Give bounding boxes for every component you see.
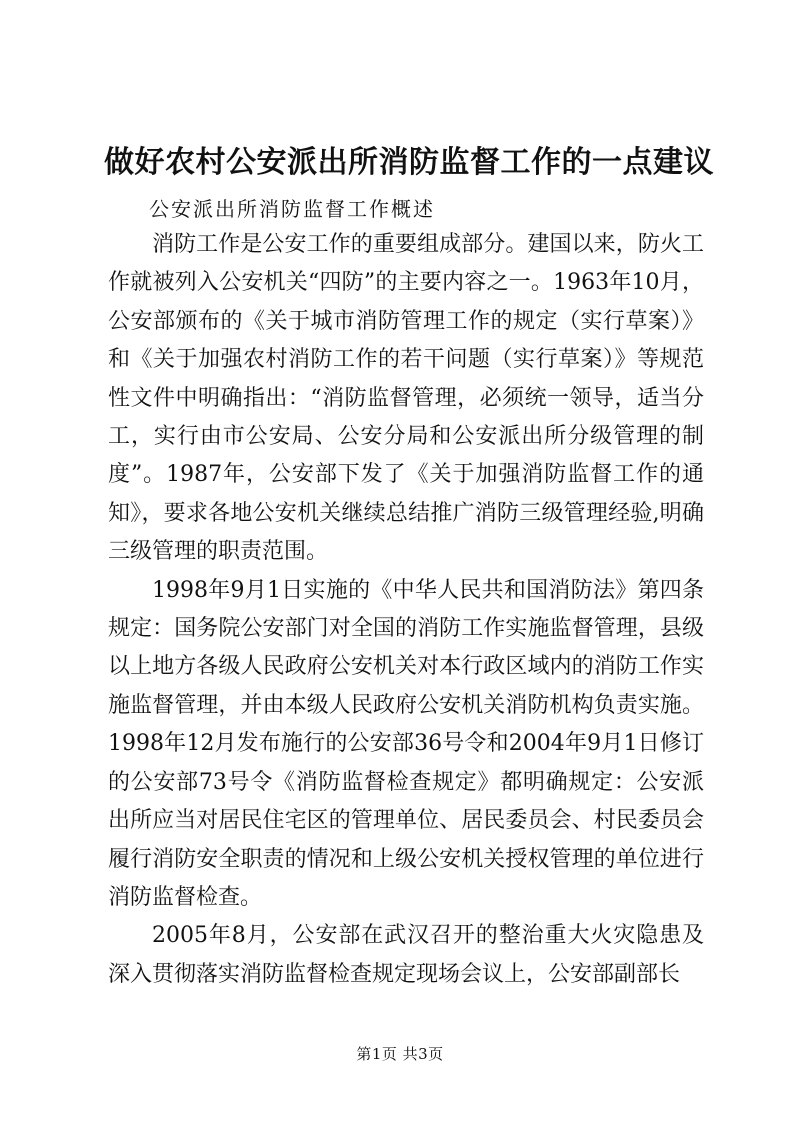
page-number-footer: 第1页 共3页 xyxy=(356,1045,444,1063)
document-title: 做好农村公安派出所消防监督工作的一点建议 xyxy=(104,145,714,180)
paragraph-2: 1998年9月1日实施的《中华人民共和国消防法》第四条规定：国务院公安部门对全国的消防工作实施监督管理，县级以上地方各级人民政府公安机关对本行政区域内的消防工作实施监督管理，并由本级人民政府公安机关消防机构负责实施。1998年12月发布施行的公安部36号令和2004年9月1日修订的公安部73号令《消防监督检查规定》都明确规定：公安派出所应当对居民住宅区的管理单位、居民委员会、村民委员会履行消防安全职责的情况和上级公安机关授权管理的单位进行消防监督检查。 xyxy=(108,577,704,910)
body-text xyxy=(108,226,704,994)
paragraph-3: 2005年8月，公安部在武汉召开的整治重大火灾隐患及深入贯彻落实消防监督检查规定现场会议上，公安部副部长 xyxy=(108,923,704,987)
section-heading: 公安派出所消防监督工作概述 xyxy=(149,197,435,221)
paragraph-1: 消防工作是公安工作的重要组成部分。建国以来，防火工作就被列入公安机关“四防”的主要内容之一。1963年10月，公安部颁布的《关于城市消防管理工作的规定（实行草案）》和《关于加强农村消防工作的若干问题（实行草案）》等规范性文件中明确指出：“消防监督管理，必须统一领导，适当分工，实行由市公安局、公安分局和公安派出所分级管理的制度”。1987年，公安部下发了《关于加强消防监督工作的通知》，要求各地公安机关继续总结推广消防三级管理经验,明确三级管理的职责范围。 xyxy=(108,232,704,565)
